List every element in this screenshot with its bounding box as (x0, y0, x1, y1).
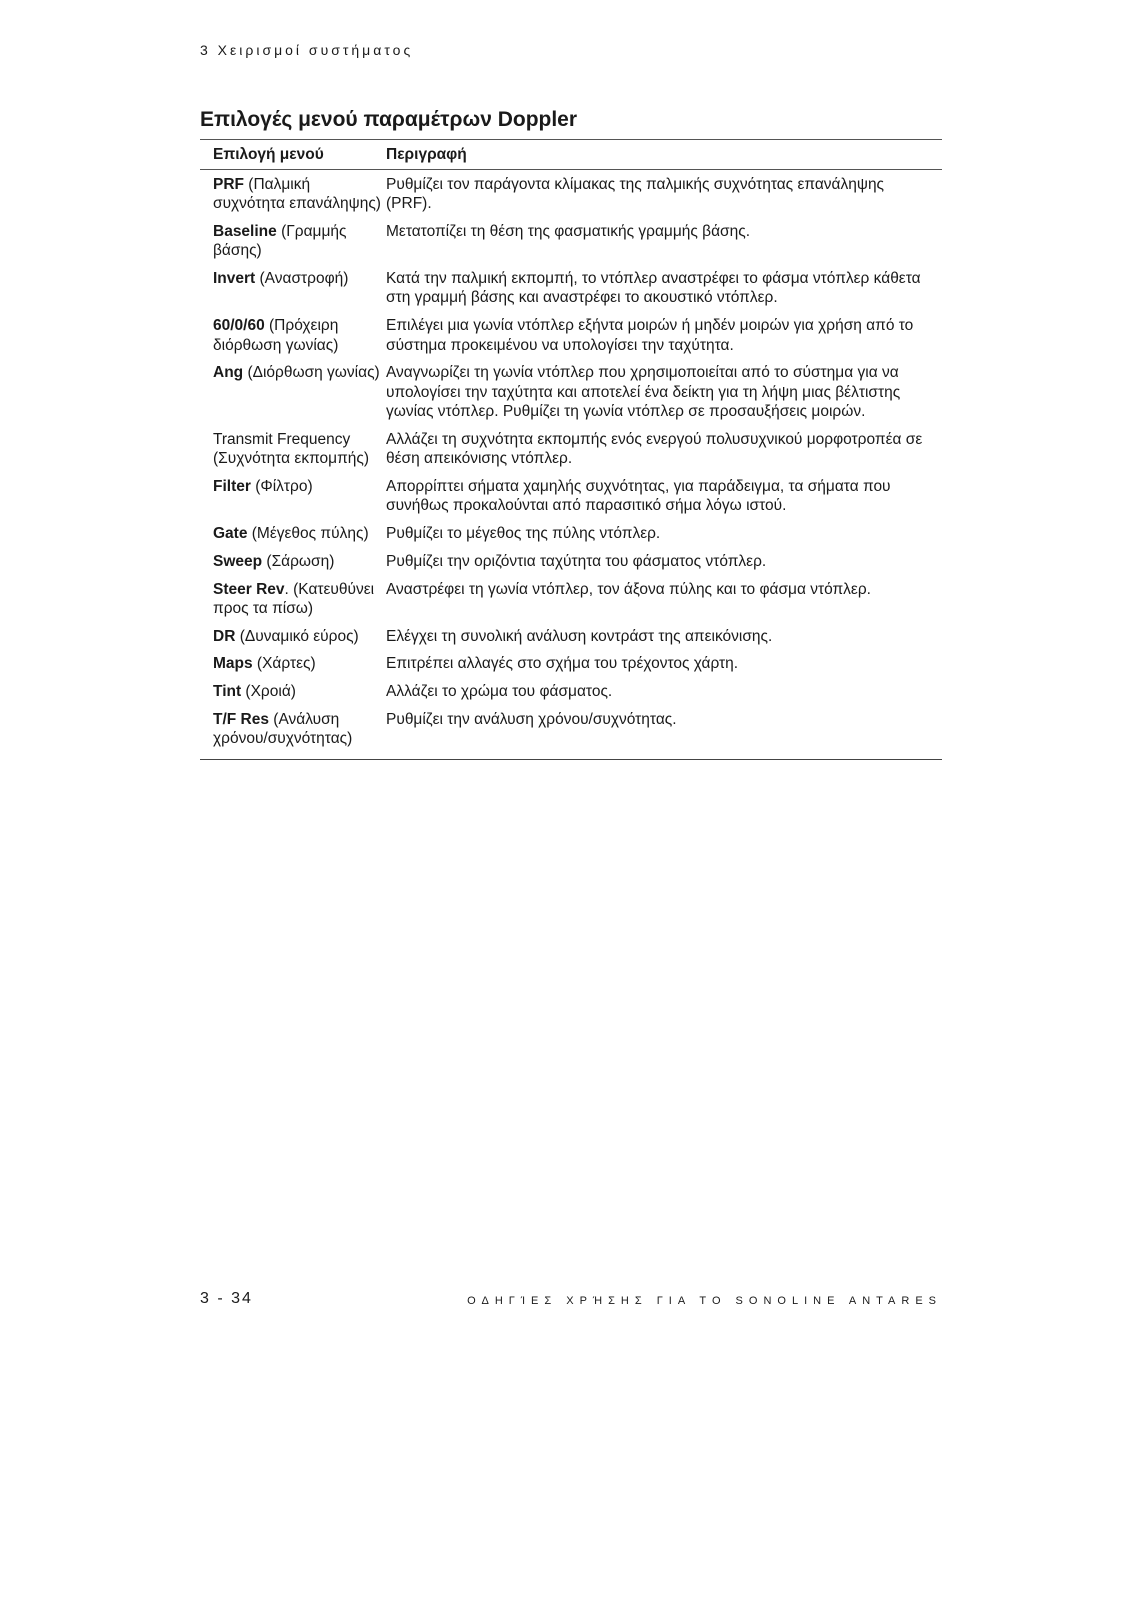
description-cell: Αλλάζει το χρώμα του φάσματος. (386, 683, 613, 701)
table-row (200, 316, 942, 355)
table-body (200, 170, 942, 759)
menu-option-cell (200, 710, 386, 749)
menu-option-translation: (Χροιά) (241, 683, 296, 701)
table-row (200, 175, 942, 214)
menu-option-translation: (Δυναμικό εύρος) (235, 627, 359, 645)
menu-option-translation: (Παλμική συχνότητα επανάληψης) (213, 176, 381, 213)
menu-option-cell (200, 682, 386, 701)
menu-option-name: Baseline (213, 223, 277, 241)
description-cell: Αλλάζει τη συχνότητα εκπομπής ενός ενεργού πολυσυχνικού μορφοτροπέα σε θέση απεικόνισης ντόπλερ. (386, 430, 923, 468)
description-cell: Ρυθμίζει το μέγεθος της πύλης ντόπλερ. (386, 524, 661, 542)
description-cell: Επιτρέπει αλλαγές στο σχήμα του τρέχοντος χάρτη. (386, 655, 739, 673)
menu-option-name: Sweep (213, 552, 263, 570)
menu-option-cell (200, 363, 386, 421)
menu-option-name: Maps (213, 655, 253, 673)
description-cell: Απορρίπτει σήματα χαμηλής συχνότητας, για παράδειγμα, τα σήματα που συνήθως προκαλούνται από παρασιτικό σήμα λόγω ιστού. (386, 477, 891, 515)
menu-option-translation: (Φίλτρο) (250, 477, 313, 495)
table-row (200, 269, 942, 308)
description-cell: Ρυθμίζει την οριζόντια ταχύτητα του φάσματος ντόπλερ. (386, 552, 767, 570)
menu-option-cell (200, 552, 386, 571)
table-row (200, 477, 942, 516)
table-row (200, 710, 942, 749)
menu-option-translation: (Σάρωση) (262, 552, 335, 570)
menu-option-cell (200, 654, 386, 673)
menu-option-cell (200, 580, 386, 619)
column-header-description: Περιγραφή (386, 145, 467, 163)
menu-option-name: Gate (213, 524, 248, 542)
menu-option-cell (200, 175, 386, 214)
description-cell: Ρυθμίζει τον παράγοντα κλίμακας της παλμικής συχνότητας επανάληψης (PRF). (386, 176, 885, 213)
menu-option-translation: . (Κατευθύνει προς τα πίσω) (213, 580, 375, 617)
menu-option-name: PRF (213, 176, 244, 193)
menu-option-name: T/F Res (213, 711, 269, 729)
menu-option-name: Ang (213, 364, 244, 382)
menu-option-translation: (Πρόχειρη διόρθωση γωνίας) (213, 317, 339, 354)
table-header (200, 140, 942, 170)
menu-option-cell (200, 269, 386, 308)
description-cell: Ελέγχει τη συνολική ανάλυση κοντράστ της απεικόνισης. (386, 627, 773, 645)
table-row (200, 552, 942, 571)
description-cell: Αναστρέφει τη γωνία ντόπλερ, τον άξονα πύλης και το φάσμα ντόπλερ. (386, 580, 871, 598)
description-cell: Μετατοπίζει τη θέση της φασματικής γραμμής βάσης. (386, 223, 751, 241)
menu-option-cell (200, 316, 386, 355)
table-row (200, 524, 942, 543)
menu-option-name: 60/0/60 (213, 317, 265, 335)
column-header-menu-option: Επιλογή μενού (213, 145, 324, 163)
manual-title: ΟΔΗΓΊΕΣ ΧΡΉΣΗΣ ΓΙΑ ΤΟ SONOLINE ANTARES (467, 1295, 942, 1307)
description-cell: Επιλέγει μια γωνία ντόπλερ εξήντα μοιρών ή μηδέν μοιρών για χρήση από το σύστημα προκειμένου να υπολογίσει την ταχύτητα. (386, 317, 914, 354)
menu-option-name: Filter (213, 477, 251, 495)
menu-option-translation: (Γραμμής βάσης) (213, 223, 347, 260)
table-row (200, 580, 942, 619)
menu-option-translation: Transmit Frequency (Συχνότητα εκπομπής) (213, 430, 370, 468)
menu-option-cell (200, 627, 386, 646)
table-row (200, 363, 942, 421)
table-row (200, 430, 942, 469)
description-cell: Αναγνωρίζει τη γωνία ντόπλερ που χρησιμοποιείται από το σύστημα για να υπολογίσει την ταχύτητα και αποτελεί ένα δείκτη για τη λήψη μιας βέλτιστης γωνίας ντόπλερ. Ρυθμίζει τη γωνία ντόπλερ σε προσαυξήσεις μοιρών. (386, 364, 901, 420)
menu-option-cell (200, 222, 386, 261)
menu-option-translation: (Μέγεθος πύλης) (247, 524, 369, 542)
table-row (200, 654, 942, 673)
page-number: 3 - 34 (200, 1290, 253, 1307)
menu-option-cell (200, 477, 386, 516)
menu-option-name: Steer Rev (213, 580, 285, 598)
menu-option-name: DR (213, 627, 236, 645)
menu-option-name: Invert (213, 270, 256, 288)
table-row (200, 222, 942, 261)
table-row (200, 627, 942, 646)
menu-option-translation: (Ανάλυση χρόνου/συχνότητας) (213, 711, 353, 748)
menu-option-cell (200, 524, 386, 543)
menu-option-translation: (Διόρθωση γωνίας) (243, 364, 380, 382)
description-cell: Κατά την παλμική εκπομπή, το ντόπλερ αναστρέφει το φάσμα ντόπλερ κάθετα στη γραμμή βάσης και αναστρέφει το ακουστικό ντόπλερ. (386, 270, 921, 307)
menu-option-name: Tint (213, 683, 242, 701)
description-cell: Ρυθμίζει την ανάλυση χρόνου/συχνότητας. (386, 711, 677, 729)
menu-option-translation: (Αναστροφή) (255, 270, 349, 288)
menu-option-cell (200, 430, 386, 469)
running-header: 3 Χειρισμοί συστήματος (200, 42, 414, 58)
menu-option-translation: (Χάρτες) (252, 655, 316, 673)
table-row (200, 682, 942, 701)
doppler-menu-table (200, 139, 942, 760)
section-title: Επιλογές μενού παραμέτρων Doppler (200, 108, 578, 131)
